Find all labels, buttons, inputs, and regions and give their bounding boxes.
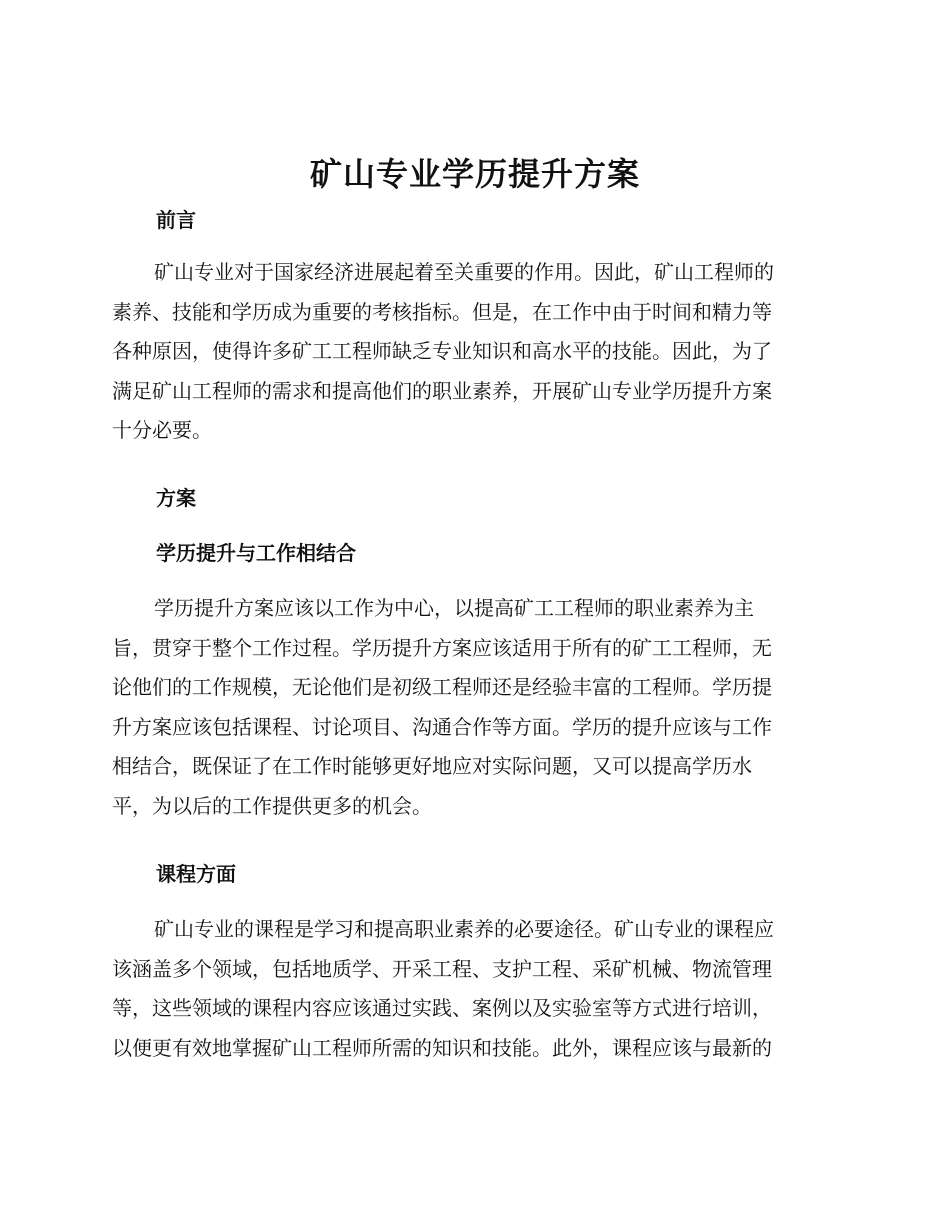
document-title: 矿山专业学历提升方案 bbox=[309, 155, 640, 193]
paragraph-line: 旨，贯穿于整个工作过程。学历提升方案应该适用于所有的矿工工程师，无 bbox=[112, 635, 772, 660]
paragraph-line: 满足矿山工程师的需求和提高他们的职业素养，开展矿山专业学历提升方案 bbox=[112, 378, 772, 403]
section-heading-courses: 课程方面 bbox=[156, 862, 236, 886]
paragraph-line: 十分必要。 bbox=[112, 418, 212, 443]
paragraph-line: 矿山专业对于国家经济进展起着至关重要的作用。因此，矿山工程师的 bbox=[154, 260, 774, 284]
section-heading-plan: 方案 bbox=[156, 486, 196, 510]
paragraph-line: 该涵盖多个领域，包括地质学、开采工程、支护工程、采矿机械、物流管理 bbox=[112, 956, 772, 981]
courses-paragraph bbox=[112, 910, 832, 1068]
paragraph-line: 论他们的工作规模，无论他们是初级工程师还是经验丰富的工程师。学历提 bbox=[112, 675, 772, 700]
paragraph-line: 素养、技能和学历成为重要的考核指标。但是，在工作中由于时间和精力等 bbox=[112, 299, 772, 324]
paragraph-line: 相结合，既保证了在工作时能够更好地应对实际问题，又可以提高学历水 bbox=[112, 754, 752, 779]
section-heading-preface: 前言 bbox=[156, 208, 196, 232]
paragraph-line: 等，这些领域的课程内容应该通过实践、案例以及实验室等方式进行培训， bbox=[112, 996, 772, 1021]
paragraph-line: 学历提升方案应该以工作为中心，以提高矿工工程师的职业素养为主 bbox=[154, 596, 754, 620]
paragraph-line: 矿山专业的课程是学习和提高职业素养的必要途径。矿山专业的课程应 bbox=[154, 917, 774, 941]
section-heading-study-work: 学历提升与工作相结合 bbox=[156, 541, 356, 565]
paragraph-line: 各种原因，使得许多矿工工程师缺乏专业知识和高水平的技能。因此，为了 bbox=[112, 339, 772, 364]
study-work-paragraph bbox=[112, 589, 832, 827]
preface-paragraph bbox=[112, 253, 832, 451]
paragraph-line: 以便更有效地掌握矿山工程师所需的知识和技能。此外，课程应该与最新的 bbox=[112, 1035, 772, 1060]
paragraph-line: 升方案应该包括课程、讨论项目、沟通合作等方面。学历的提升应该与工作 bbox=[112, 714, 772, 739]
paragraph-line: 平，为以后的工作提供更多的机会。 bbox=[112, 793, 432, 818]
